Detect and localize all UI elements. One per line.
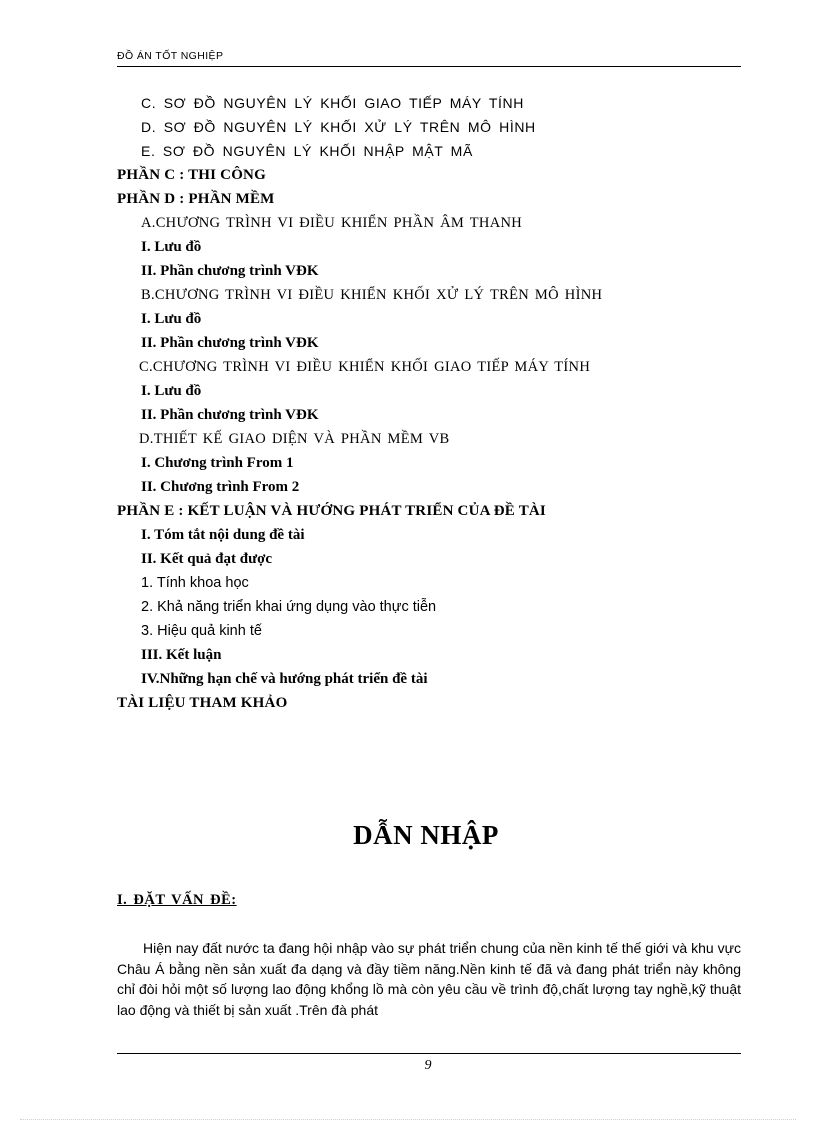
toc-item: E. SƠ ĐỒ NGUYÊN LÝ KHỐI NHẬP MẬT MÃ: [141, 143, 473, 159]
page-title: DẪN NHẬP: [353, 820, 499, 850]
toc-subitem: 3. Hiệu quả kinh tế: [141, 623, 262, 639]
toc-item: C. SƠ ĐỒ NGUYÊN LÝ KHỐI GIAO TIẾP MÁY TÍNH: [141, 95, 524, 111]
toc-chapter: B.CHƯƠNG TRÌNH VI ĐIỀU KHIỂN KHỐI XỬ LÝ TRÊN MÔ HÌNH: [141, 287, 603, 303]
header-rule: [117, 66, 741, 67]
toc-item: I. Lưu đồ: [141, 311, 202, 327]
toc-item: II. Phần chương trình VĐK: [141, 263, 319, 279]
toc-item: II. Phần chương trình VĐK: [141, 335, 319, 351]
toc-item: III. Kết luận: [141, 647, 222, 663]
footer-rule: [117, 1053, 741, 1054]
toc-item: I. Chương trình From 1: [141, 455, 294, 471]
page-edge-dotted-line: [20, 1119, 796, 1120]
toc-item: II. Kết quả đạt được: [141, 551, 273, 567]
toc-subitem: 1. Tính khoa học: [141, 575, 249, 591]
toc-part-heading: PHẦN D : PHẦN MỀM: [117, 191, 275, 207]
page-number: 9: [424, 1058, 432, 1073]
toc-item: IV.Những hạn chế và hướng phát triển đề tài: [141, 671, 428, 687]
toc-item: II. Chương trình From 2: [141, 479, 300, 495]
toc-chapter: A.CHƯƠNG TRÌNH VI ĐIỀU KHIỂN PHẦN ÂM THANH: [141, 215, 523, 231]
toc-item: II. Phần chương trình VĐK: [141, 407, 319, 423]
toc-item: D. SƠ ĐỒ NGUYÊN LÝ KHỐI XỬ LÝ TRÊN MÔ HÌNH: [141, 119, 536, 135]
toc-part-heading: PHẦN E : KẾT LUẬN VÀ HƯỚNG PHÁT TRIỂN CỦA ĐỀ TÀI: [117, 503, 546, 519]
toc-part-heading: TÀI LIỆU THAM KHẢO: [117, 695, 288, 711]
toc-item: I. Lưu đồ: [141, 239, 202, 255]
toc-item: I. Lưu đồ: [141, 383, 202, 399]
page-header-title: ĐỒ ÁN TỐT NGHIỆP: [117, 50, 224, 62]
toc-chapter: D.THIẾT KẾ GIAO DIỆN VÀ PHẦN MỀM VB: [139, 431, 450, 447]
toc-item: I. Tóm tắt nội dung đề tài: [141, 527, 305, 543]
toc-subitem: 2. Khả năng triển khai ứng dụng vào thực tiễn: [141, 599, 437, 615]
toc-chapter: C.CHƯƠNG TRÌNH VI ĐIỀU KHIỂN KHỐI GIAO TIẾP MÁY TÍNH: [139, 359, 591, 375]
section-heading: I. ĐẶT VẤN ĐỀ:: [117, 892, 237, 908]
toc-part-heading: PHẦN C : THI CÔNG: [117, 167, 266, 183]
body-paragraph: Hiện nay đất nước ta đang hội nhập vào sự phát triển chung của nền kinh tế thế giới và khu vực Châu Á bằng nền sản xuất đa dạng và đầy tiềm năng.Nền kinh tế đã và đang phát triển này không chỉ đòi hỏi một số lượng lao động khổng lồ mà còn yêu cầu về trình độ,chất lượng tay nghề,kỹ thuật lao động và thiết bị sản xuất .Trên đà phát: [117, 940, 741, 1018]
